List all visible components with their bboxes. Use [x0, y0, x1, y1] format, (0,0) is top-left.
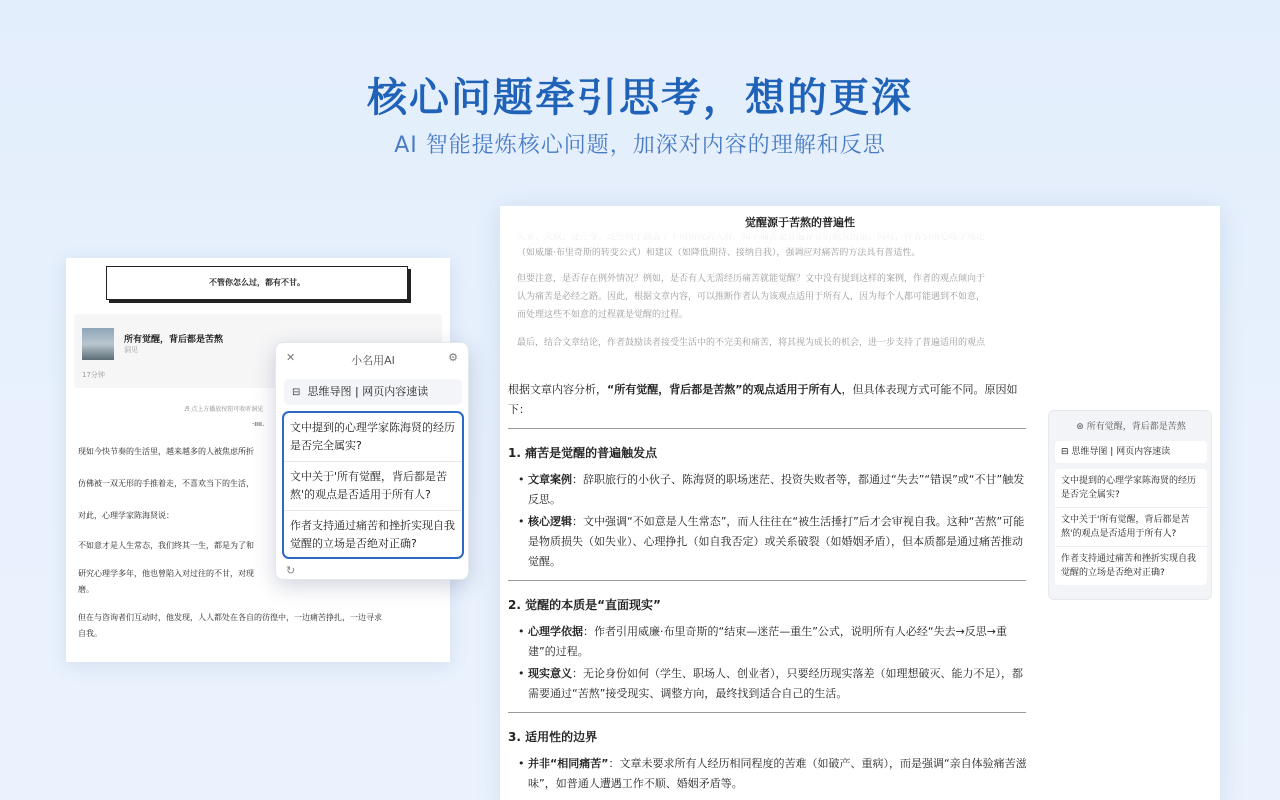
- faded-line: 认为痛苦是必经之路。因此，根据文章内容，可以推断作者认为该观点适用于所有人，因为每个人都可能遇到不如意，: [517, 292, 986, 302]
- side-header: [1049, 419, 1213, 432]
- hero-title: 核心问题牵引思考，想的更深: [367, 75, 913, 121]
- side-question-item[interactable]: 文中关于'所有觉醒，背后都是苦熬'的观点是否适用于所有人?: [1055, 507, 1207, 546]
- side-question-item[interactable]: 文中提到的心理学家陈海贤的经历是否完全属实?: [1061, 476, 1197, 500]
- mindmap-icon: ⊟: [1061, 447, 1069, 457]
- intro-quote: “所有觉醒，背后都是苦熬”: [607, 383, 743, 396]
- close-icon[interactable]: ✕: [286, 351, 296, 364]
- bullet-item: [518, 754, 1028, 794]
- article-paragraph: 但在与咨询者们互动时，他发现，人人都处在各自的彷徨中，一边痛苦挣扎，一边寻求: [78, 613, 382, 622]
- audio-hint: ♬ 点上方播放按钮可收听洞见: [184, 406, 264, 413]
- bullet-label: 核心逻辑: [528, 515, 572, 528]
- intro-prefix: 根据文章内容分析，: [508, 383, 607, 396]
- question-list: [282, 411, 464, 559]
- article-paragraph: 仿佛被一双无形的手推着走，不喜欢当下的生活，: [78, 479, 254, 488]
- question-item[interactable]: 文中提到的心理学家陈海贤的经历是否完全属实?: [290, 421, 455, 452]
- side-mindmap-button[interactable]: [1055, 441, 1207, 463]
- refresh-icon[interactable]: ↻: [286, 564, 296, 577]
- panel-title: 觉醒源于苦熬的普遍性: [745, 216, 855, 229]
- side-question-list: [1055, 469, 1207, 585]
- mindmap-label: 思维导图 | 网页内容速读: [307, 385, 429, 398]
- question-item[interactable]: 作者支持通过痛苦和挫折实现自我觉醒的立场是否绝对正确?: [284, 510, 462, 559]
- article-paragraph: 磨。: [78, 585, 94, 594]
- bullet-text: ：作者引用威廉·布里奇斯的“结束—迷茫—重生”公式，说明所有人必经“失去→反思→重建”的过程。: [528, 625, 1008, 658]
- article-paragraph: 自我。: [78, 629, 102, 638]
- side-question-card: [1048, 410, 1212, 600]
- gear-icon[interactable]: ⚙: [448, 351, 458, 364]
- popup-title: 小名用AI: [351, 354, 395, 367]
- ai-popup: [275, 342, 469, 580]
- article-card-source: 洞见: [124, 346, 138, 354]
- bullet-label: 文章案例: [528, 473, 572, 486]
- quote-box: 不管你怎么过，都有不甘。: [106, 266, 408, 300]
- section-heading: 3. 适用性的边界: [508, 730, 598, 744]
- divider: [508, 580, 1026, 581]
- hero-subtitle: AI 智能提炼核心问题，加深对内容的理解和反思: [394, 133, 886, 158]
- intro-suffix: ，但具体表现方式可能不同。原因如: [841, 383, 1018, 396]
- side-mindmap-label: 思维导图 | 网页内容速读: [1071, 447, 1171, 457]
- bullet-text: ：文中强调“不如意是人生常态”，而人往往在“被生活捶打”后才会审视自我。这种“苦熬”可能是物质损失（如失业）、心理挣扎（如自我否定）或关系破裂（如婚姻矛盾），但本质都是通过痛苦推动觉醒。: [528, 515, 1025, 568]
- mindmap-icon: ⊟: [292, 387, 301, 398]
- article-paragraph: 研究心理学多年，他也曾陷入对过往的不甘，对现: [78, 569, 254, 578]
- fade-overlay: [500, 230, 1220, 248]
- article-card-time: 17分钟: [82, 371, 105, 379]
- faded-line: 而处理这些不如意的过程就是觉醒的过程。: [517, 310, 689, 320]
- mindmap-button[interactable]: [284, 379, 462, 405]
- article-thumbnail: [82, 328, 114, 360]
- question-item[interactable]: 文中关于'所有觉醒，背后都是苦熬'的观点是否适用于所有人?: [284, 461, 462, 510]
- divider: [508, 428, 1026, 429]
- article-paragraph: 不如意才是人生常态，我们终其一生，都是为了和: [78, 541, 254, 550]
- divider-dots: ·ıııı.: [252, 420, 265, 428]
- side-question-item[interactable]: 作者支持通过痛苦和挫折实现自我觉醒的立场是否绝对正确?: [1055, 546, 1207, 585]
- article-paragraph: 现如今快节奏的生活里，越来越多的人被焦虑所折: [78, 447, 254, 456]
- bullet-label: 现实意义: [528, 667, 572, 680]
- answer-intro: [508, 380, 1028, 400]
- bullet-text: ：文章未要求所有人经历相同程度的苦难（如破产、重病），而是强调“亲自体验痛苦滋味”，如普通人遭遇工作不顺、婚姻矛盾等。: [528, 757, 1027, 790]
- side-header-label: 所有觉醒，背后都是苦熬: [1086, 422, 1186, 432]
- article-paragraph: 对此，心理学家陈海贤说：: [78, 511, 174, 520]
- intro-claim: 的观点适用于所有人: [742, 383, 842, 396]
- divider: [508, 712, 1026, 713]
- faded-line: 最后，结合文章结论，作者鼓励读者接受生活中的不完美和痛苦，将其视为成长的机会，进一步支持了普遍适用的观点: [517, 338, 986, 348]
- section-heading: 2. 觉醒的本质是“直面现实”: [508, 598, 661, 612]
- bullet-item: [518, 622, 1028, 662]
- brain-icon: ⊛: [1076, 422, 1084, 432]
- bullet-label: 心理学依据: [528, 625, 583, 638]
- bullet-text: ：辞职旅行的小伙子、陈海贤的职场迷茫、投资失败者等，都通过“失去”“错误”或“不甘”触发反思。: [528, 473, 1025, 506]
- bullet-item: [518, 664, 1028, 704]
- bullet-item: [518, 512, 1028, 572]
- bullet-label: 并非“相同痛苦”: [528, 757, 609, 770]
- faded-line: （如威廉·布里奇斯的转变公式）和建议（如降低期待、接纳自我），强调应对痛苦的方法具有普适性。: [517, 248, 921, 258]
- bullet-item: [518, 470, 1028, 510]
- bullet-text: ：无论身份如何（学生、职场人、创业者），只要经历现实落差（如理想破灭、能力不足），都需要通过“苦熬”接受现实、调整方向，最终找到适合自己的生活。: [528, 667, 1023, 700]
- answer-intro-line2: 下：: [508, 403, 530, 416]
- faded-line: 但要注意，是否存在例外情况？例如，是否有人无需经历痛苦就能觉醒？文中没有提到这样的案例，作者的观点倾向于: [517, 274, 986, 284]
- section-heading: 1. 痛苦是觉醒的普遍触发点: [508, 446, 658, 460]
- answer-panel: [500, 206, 1220, 800]
- article-card-title: 所有觉醒，背后都是苦熬: [124, 335, 224, 345]
